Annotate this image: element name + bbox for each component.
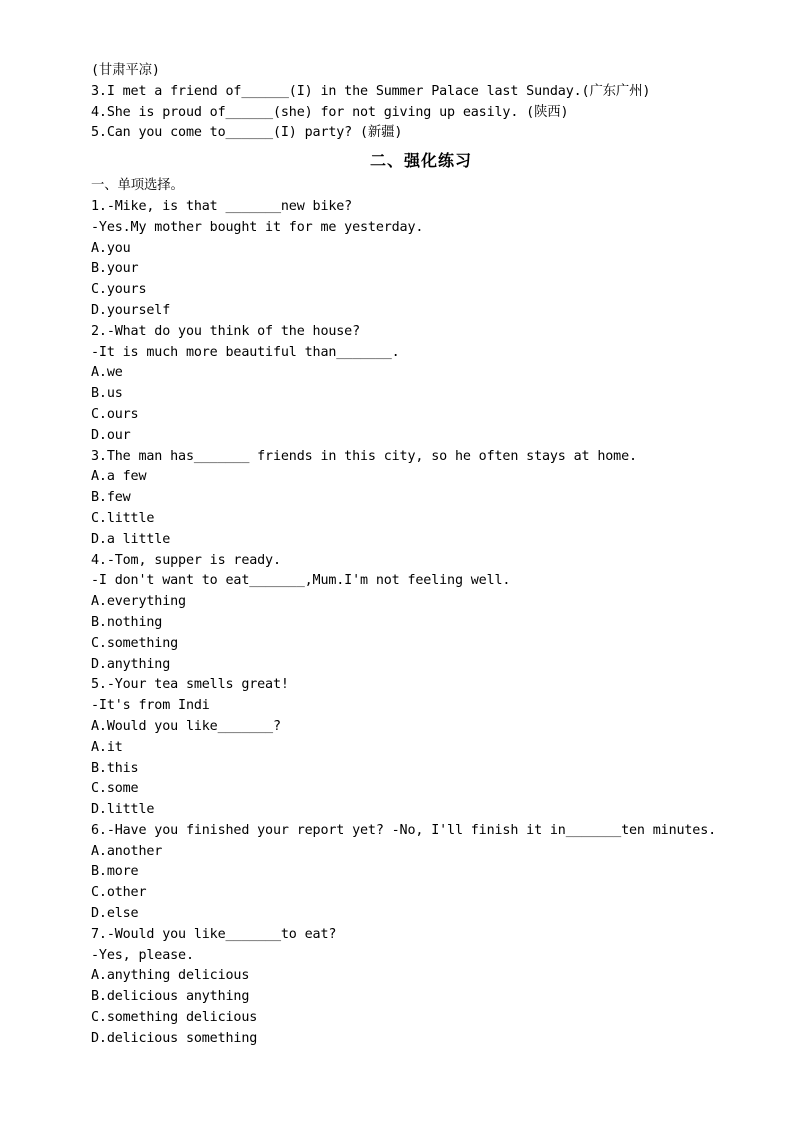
question-stem: 2.-What do you think of the house? <box>91 323 361 339</box>
answer-option: D.yourself <box>91 302 171 318</box>
question-block <box>91 447 751 551</box>
answer-option: B.your <box>91 261 139 277</box>
answer-option: C.something <box>91 635 179 651</box>
answer-option: D.anything <box>91 656 171 672</box>
answer-option: C.some <box>91 781 139 797</box>
question-stem: 5.-Your tea smells great! <box>91 677 289 693</box>
answer-option: B.few <box>91 490 131 506</box>
answer-option: B.delicious anything <box>91 989 250 1005</box>
question-list <box>91 197 751 1050</box>
answer-option: B.more <box>91 864 139 880</box>
answer-option: D.a little <box>91 531 171 547</box>
question-stem: -It's from Indi <box>91 698 210 714</box>
answer-option: C.something delicious <box>91 1010 258 1026</box>
question-stem: 1.-Mike, is that _______new bike? <box>91 198 353 214</box>
question-stem: -It is much more beautiful than_______. <box>91 344 400 360</box>
answer-option: A.we <box>91 365 123 381</box>
question-stem: 7.-Would you like_______to eat? <box>91 926 337 942</box>
exercise-line: 4.She is proud of______(she) for not giving up easily. (陕西) <box>91 104 569 120</box>
answer-option: D.little <box>91 802 155 818</box>
question-stem: -Yes, please. <box>91 947 194 963</box>
answer-option: C.other <box>91 885 147 901</box>
answer-option: B.us <box>91 386 123 402</box>
answer-option: A.you <box>91 240 131 256</box>
answer-option: B.this <box>91 760 139 776</box>
question-stem: -Yes.My mother bought it for me yesterday. <box>91 219 424 235</box>
question-stem: A.Would you like_______? <box>91 718 281 734</box>
question-block <box>91 551 751 676</box>
answer-option: A.everything <box>91 594 186 610</box>
answer-option: C.little <box>91 510 155 526</box>
part-title: 一、单项选择。 <box>91 178 184 194</box>
question-stem: 6.-Have you finished your report yet? -No, I'll finish it in_______ten minutes. <box>91 822 717 838</box>
answer-option: C.ours <box>91 406 139 422</box>
question-stem: 3.The man has_______ friends in this city, so he often stays at home. <box>91 448 637 464</box>
answer-option: A.it <box>91 739 123 755</box>
question-block <box>91 925 751 1050</box>
answer-option: B.nothing <box>91 614 163 630</box>
section-title: 二、强化练习 <box>369 151 472 171</box>
answer-option: D.our <box>91 427 131 443</box>
answer-option: A.anything delicious <box>91 968 250 984</box>
answer-option: D.delicious something <box>91 1030 258 1046</box>
question-stem: -I don't want to eat_______,Mum.I'm not feeling well. <box>91 573 511 589</box>
answer-option: C.yours <box>91 282 147 298</box>
question-block <box>91 821 751 925</box>
question-block <box>91 675 751 821</box>
document-page <box>91 61 751 1050</box>
question-stem: 4.-Tom, supper is ready. <box>91 552 281 568</box>
answer-option: D.else <box>91 906 139 922</box>
source-note: (甘肃平凉) <box>91 63 160 78</box>
exercise-line: 5.Can you come to______(I) party? (新疆) <box>91 125 403 141</box>
question-block <box>91 322 751 447</box>
answer-option: A.a few <box>91 469 147 485</box>
exercise-line: 3.I met a friend of______(I) in the Summer Palace last Sunday.(广东广州) <box>91 83 651 99</box>
answer-option: A.another <box>91 843 163 859</box>
question-block <box>91 197 751 322</box>
